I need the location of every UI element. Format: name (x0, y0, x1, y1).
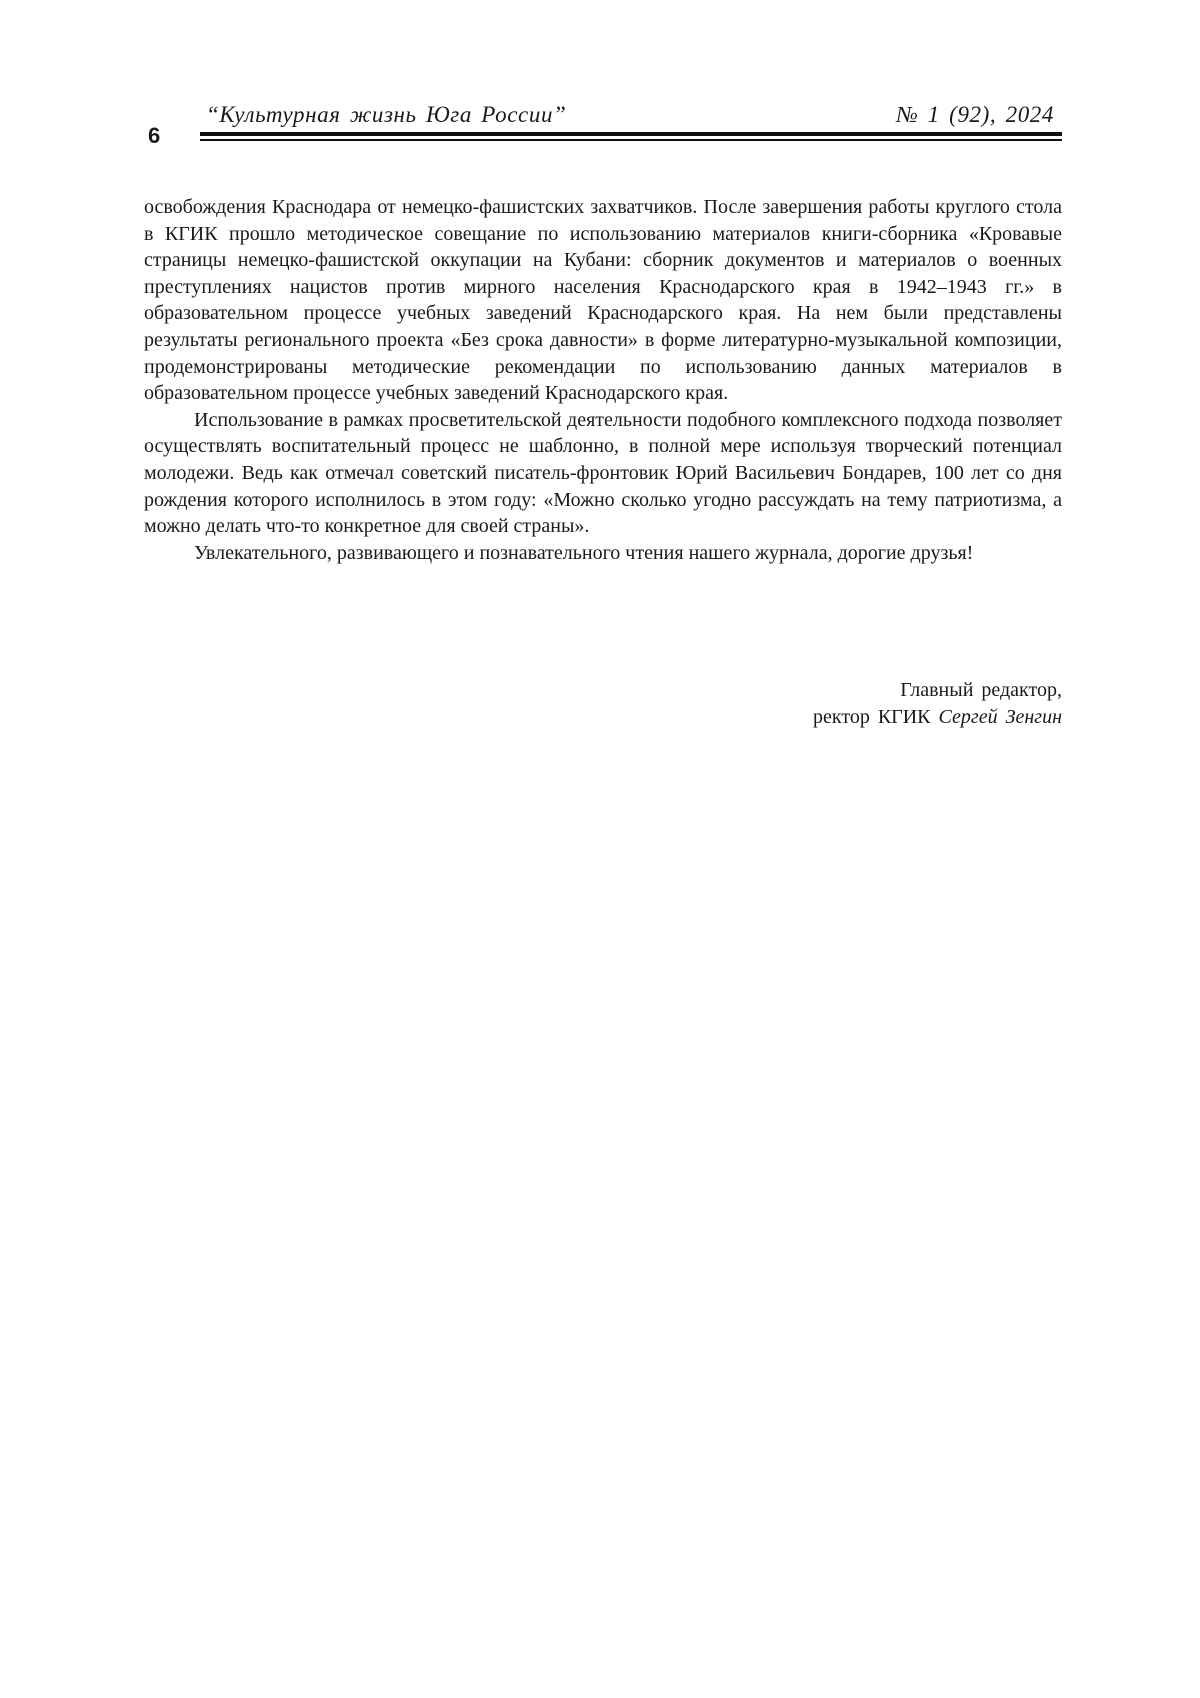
paragraph-continuation: освобождения Краснодара от немецко-фашистских захватчиков. После завершения работы круглого стола в КГИК прошло методическое совещание по использованию материалов книги-сборника «Кровавые страницы немецко-фашистской оккупации на Кубани: сборник документов и материалов о военных преступлениях нацистов против мирного населения Краснодарского края в 1942–1943 гг.» в образовательном процессе учебных заведений Краснодарского края. На нем были представлены результаты регионального проекта «Без срока давности» в форме литературно-музыкальной композиции, продемонстрированы методические рекомендации по использованию данных материалов в образовательном процессе учебных заведений Краснодарского края. (144, 194, 1062, 407)
paragraph-closing-wish: Увлекательного, развивающего и познавательного чтения нашего журнала, дорогие друзья! (144, 540, 1062, 567)
paragraph-approach: Использование в рамках просветительской деятельности подобного комплексного подхода позволяет осуществлять воспитательный процесс не шаблонно, в полной мере используя творческий потенциал молодежи. Ведь как отмечал советский писатель-фронтовик Юрий Васильевич Бондарев, 100 лет со дня рождения которого исполнилось в этом году: «Можно сколько угодно рассуждать на тему патриотизма, а можно делать что-то конкретное для своей страны». (144, 407, 1062, 540)
signature-line (813, 704, 1062, 731)
header-rule-thick (200, 132, 1062, 136)
signature-name: Сергей Зенгин (939, 706, 1062, 728)
page-number: 6 (148, 124, 160, 148)
editor-signature (813, 677, 1062, 731)
article-body (144, 194, 1062, 566)
issue-info: № 1 (92), 2024 (896, 101, 1054, 129)
signature-role: ректор КГИК (813, 706, 931, 728)
running-head (200, 101, 1062, 141)
journal-title: “Культурная жизнь Юга России” (206, 101, 566, 129)
header-rule-thin (200, 139, 1062, 141)
signature-position: Главный редактор, (813, 677, 1062, 704)
